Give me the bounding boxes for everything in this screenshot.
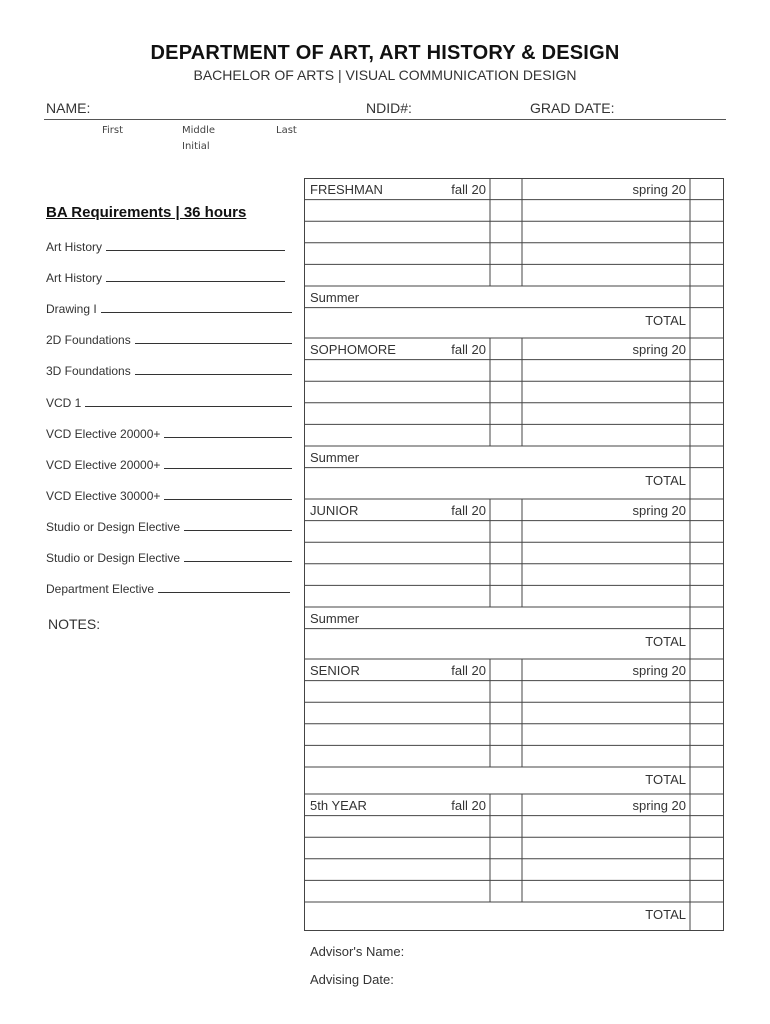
requirement-item [46, 240, 285, 254]
requirement-label: VCD Elective 20000+ [46, 427, 161, 441]
requirement-label: Art History [46, 240, 103, 254]
ndid-label: NDID#: [366, 100, 412, 116]
total-label: TOTAL [645, 907, 686, 922]
year-label: SOPHOMORE [310, 342, 396, 357]
requirement-label: VCD Elective 30000+ [46, 489, 161, 503]
spring-term-label: spring 20 [632, 503, 686, 518]
requirement-fill-line[interactable] [106, 281, 285, 282]
spring-term-label: spring 20 [632, 798, 686, 813]
first-name-hint: First [102, 125, 124, 136]
fall-term-label: fall 20 [451, 182, 486, 197]
requirement-fill-line[interactable] [164, 468, 292, 469]
year-label: 5th YEAR [310, 798, 367, 813]
requirement-item [46, 458, 292, 472]
requirement-fill-line[interactable] [184, 530, 292, 531]
grid-border [305, 179, 724, 931]
requirement-item [46, 489, 292, 503]
requirement-label: VCD 1 [46, 396, 82, 410]
initial-hint: Initial [182, 141, 210, 152]
fall-term-label: fall 20 [451, 503, 486, 518]
requirement-item [46, 427, 292, 441]
form-subtitle: BACHELOR OF ARTS | VISUAL COMMUNICATION DESIGN [193, 67, 577, 83]
summer-label: Summer [310, 450, 360, 465]
summer-label: Summer [310, 611, 360, 626]
requirement-fill-line[interactable] [164, 499, 292, 500]
notes-label: NOTES: [48, 616, 101, 632]
requirement-label: Art History [46, 271, 103, 285]
requirement-item [46, 396, 292, 410]
requirements-heading: BA Requirements | 36 hours [46, 204, 247, 221]
fall-term-label: fall 20 [451, 342, 486, 357]
requirement-fill-line[interactable] [101, 312, 292, 313]
grad-date-label: GRAD DATE: [530, 100, 615, 116]
requirement-item [46, 271, 285, 285]
requirement-item [46, 302, 292, 316]
requirement-label: Department Elective [46, 582, 155, 596]
schedule-grid-lines [304, 178, 724, 931]
summer-label: Summer [310, 290, 360, 305]
total-label: TOTAL [645, 772, 686, 787]
requirement-label: Drawing I [46, 302, 97, 316]
requirement-item [46, 333, 292, 347]
requirement-label: Studio or Design Elective [46, 551, 181, 565]
spring-term-label: spring 20 [632, 182, 686, 197]
fall-term-label: fall 20 [451, 663, 486, 678]
requirement-fill-line[interactable] [164, 437, 292, 438]
spring-term-label: spring 20 [632, 663, 686, 678]
requirement-fill-line[interactable] [184, 561, 292, 562]
advisor-name-label: Advisor's Name: [310, 944, 405, 959]
year-label: SENIOR [310, 663, 360, 678]
year-label: JUNIOR [310, 503, 359, 518]
advising-date-label: Advising Date: [310, 972, 394, 987]
spring-term-label: spring 20 [632, 342, 686, 357]
requirement-label: 3D Foundations [46, 364, 131, 378]
requirement-fill-line[interactable] [85, 406, 292, 407]
schedule-grid [304, 178, 724, 931]
last-name-hint: Last [276, 125, 297, 136]
requirement-fill-line[interactable] [158, 592, 290, 593]
middle-name-hint: Middle [182, 125, 216, 136]
requirement-item [46, 520, 292, 534]
requirement-label: VCD Elective 20000+ [46, 458, 161, 472]
requirement-fill-line[interactable] [135, 343, 292, 344]
requirement-fill-line[interactable] [106, 250, 285, 251]
requirement-item [46, 582, 290, 596]
requirement-label: Studio or Design Elective [46, 520, 181, 534]
requirement-item [46, 364, 292, 378]
form-title: DEPARTMENT OF ART, ART HISTORY & DESIGN [150, 42, 620, 64]
year-label: FRESHMAN [310, 182, 383, 197]
requirement-label: 2D Foundations [46, 333, 131, 347]
total-label: TOTAL [645, 472, 686, 488]
requirement-fill-line[interactable] [135, 374, 292, 375]
total-label: TOTAL [645, 633, 686, 649]
requirement-item [46, 551, 292, 565]
name-line[interactable] [44, 119, 726, 120]
total-label: TOTAL [645, 312, 686, 328]
fall-term-label: fall 20 [451, 798, 486, 813]
name-label: NAME: [46, 100, 91, 116]
